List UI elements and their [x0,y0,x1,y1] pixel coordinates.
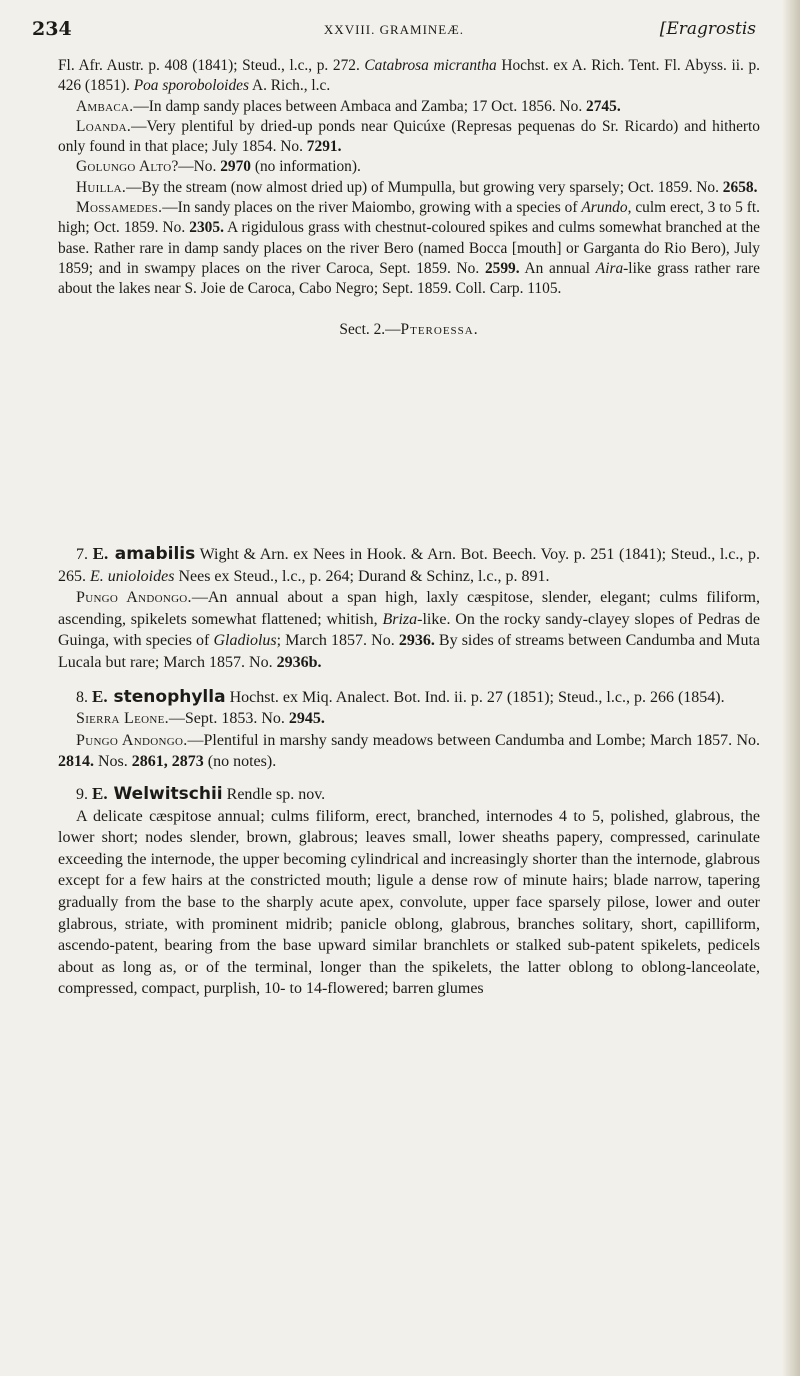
synonymy-paragraph: Fl. Afr. Austr. p. 408 (1841); Steud., l.c., p. 272. Catabrosa micrantha Hochst. ex A. Rich. Tent. Fl. Abyss. ii. p. 426 (1851). Poa sporoboloides A. Rich., l.c. [58,57,760,95]
species-entry: 7. E. amabilis Wight & Arn. ex Nees in Hook. & Arn. Bot. Beech. Voy. p. 251 (1841); Steud., l.c., p. 265. E. unioloides Nees ex Steud., l.c., p. 264; Durand & Schinz, l.c., p. 891. [58,544,761,585]
species-name: E. amabilis [92,544,196,564]
synonym-name: Catabrosa micrantha [364,57,497,74]
page-number: 234 [32,18,72,40]
locality-ambaca: Ambaca.—In damp sandy places between Ambaca and Zamba; 17 Oct. 1856. No. 2745. [76,97,621,115]
page-body [58,56,760,350]
running-title: XXVIII. GRAMINEÆ. [323,22,465,37]
species-name: E. Welwitschii [92,783,223,804]
locality-pungo-andongo: Pungo Andongo.—Plentiful in marshy sandy meadows between Candumba and Lombe; March 1857. No. 2814. Nos. 2861, 2873 (no notes). [58,731,760,771]
locality-sierra-leone: Sierra Leone.—Sept. 1853. No. 2945. [76,710,325,728]
synonym-name: E. unioloides [90,567,175,585]
synonym-name: Poa sporoboloides [133,77,249,95]
genus-heading: [Eragrostis [659,19,756,39]
running-header [32,18,756,48]
locality-pungo-andongo: Pungo Andongo.—An annual about a span high, laxly cæspitose, slender, elegant; culms filiform, ascending, spikelets somewhat flattened; whitish, Briza-like. On the rocky sandy-clayey slopes of Pedras de Guinga, with species of Gladiolus; March 1857. No. 2936. By sides of streams between Candumba and Muta Lucala but rare; March 1857. No. 2936b. [58,589,761,671]
locality-huilla: Huilla.—By the stream (now almost dried up) of Mumpulla, but growing very sparsely; Oct. 1859. No. 2658. [76,178,758,196]
section-heading: Sect. 2.—Pteroessa. [339,320,479,338]
page-edge-shadow [782,0,800,1376]
species-name: E. stenophylla [92,686,226,707]
locality-mossamedes: Mossamedes.—In sandy places on the river Maiombo, growing with a species of Arundo, culm erect, 3 to 5 ft. high; Oct. 1859. No. 2305. A rigidulous grass with chestnut-coloured spikes and culms somewhat branched at the base. Rather rare in damp sandy places on the river Bero (named Bocca [mouth] or Garganta do Rio Bero), July 1859; and in swampy places on the river Caroca, Sept. 1859. No. 2599. An annual Aira-like grass rather rare about the lakes near S. Joie de Caroca, Cabo Negro; Sept. 1859. Coll. Carp. 1105. [58,199,760,298]
locality-golungo-alto: Golungo Alto?—No. 2970 (no information). [76,158,361,176]
species-body [58,543,760,1000]
species-entry: 9. E. Welwitschii Rendle sp. nov. [76,783,326,804]
species-description: A delicate cæspitose annual; culms filiform, erect, branched, internodes 4 to 5, polished, glabrous, the lower short; nodes slender, brown, glabrous; leaves small, lower sheaths papery, compressed, carinulate exceeding the internode, the upper becoming cylindrical and increasingly shorter than the internode, glabrous except for a few hairs at the constricted mouth; ligule a dense row of minute hairs; blade narrow, tapering gradually from the base to the sharply acute apex, convolute, upper face sparsely pilose, lower and outer glabrous, striate, with prominent midrib; panicle oblong, glabrous, branches solitary, short, capilliform, ascendo-patent, bearing from the base upward similar branchlets or stalked sub-patent spikelets, pedicels about as long as, or of the terminal, longer than the spikelets, the latter oblong to oblong-lanceolate, compressed, compact, purplish, 10- to 14-flowered; barren glumes [58,807,760,998]
locality-loanda: Loanda.—Very plentiful by dried-up ponds near Quicúxe (Represas pequenas do Sr. Ricardo) and hitherto only found in that place; July 1854. No. 7291. [58,117,760,156]
species-entry: 8. E. stenophylla Hochst. ex Miq. Analect. Bot. Ind. ii. p. 27 (1851); Steud., l.c., p. 266 (1854). [76,686,725,707]
